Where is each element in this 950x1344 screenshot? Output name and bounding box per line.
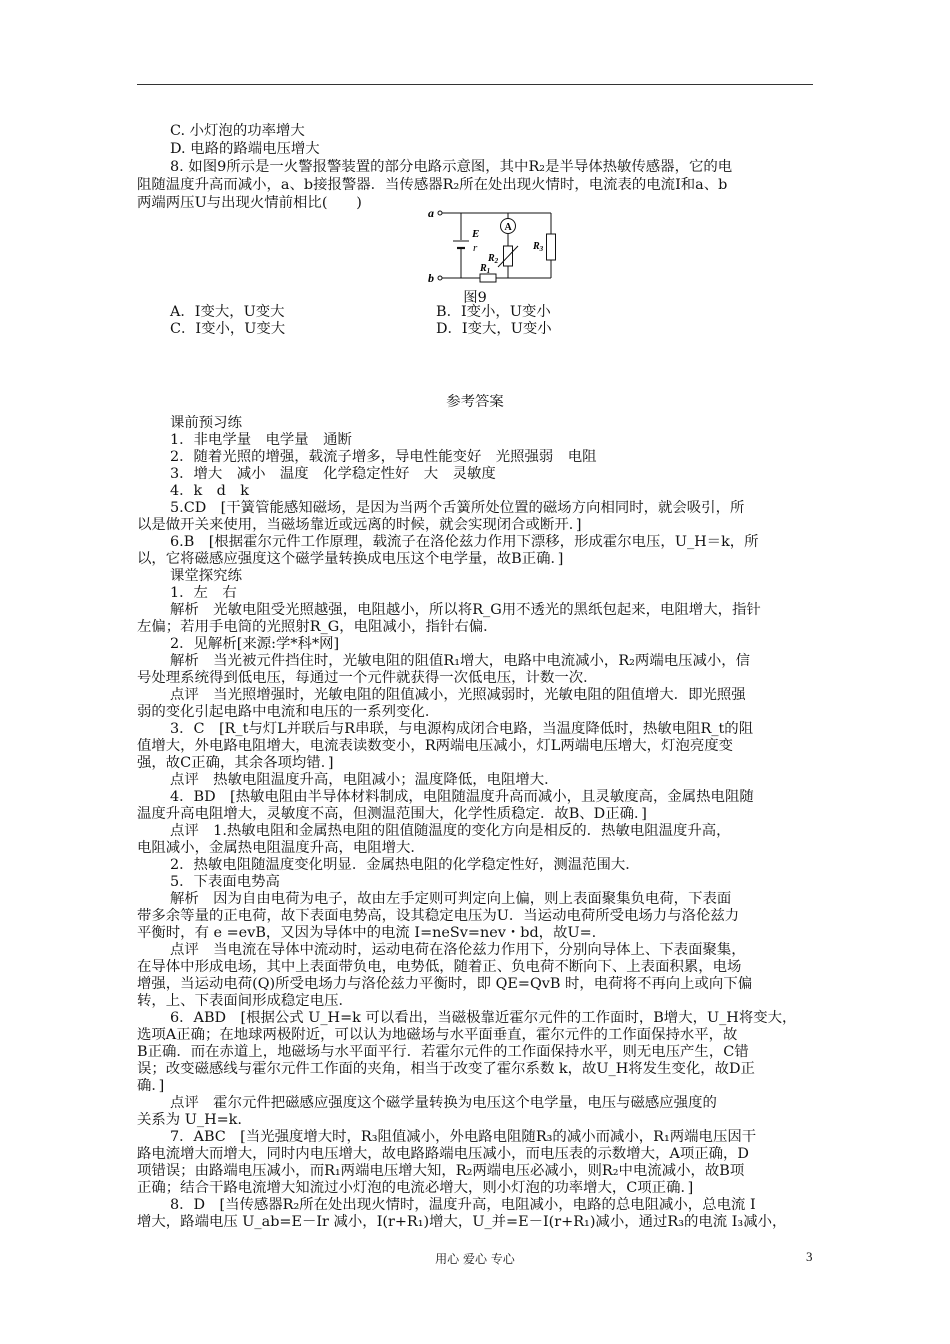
text-line: 在导体中形成电场，其中上表面带负电，电势低，随着正、负电荷不断向下、上表面积累，电场 [137,959,742,975]
text-line: 增强，当运动电荷(Q)所受电场力与洛伦兹力平衡时，即 QE=QvB 时，电荷将不再向上或向下偏 [137,976,753,992]
text-line: 平衡时，有 e =evB，又因为导体中的电流 I=neSv=nev・bd，故U=. [137,925,597,941]
answers-heading: 参考答案 [446,394,504,410]
text-line: 5.CD [干簧管能感知磁场，是因为当两个舌簧所处位置的磁场方向相同时，就会吸引，所 [170,500,745,516]
label-r: r [473,242,478,254]
text-line: 4．BD [热敏电阻由半导体材料制成，电阻随温度升高而减小，且灵敏度高，金属热电阻随 [170,789,754,805]
text-line: 3．增大 减小 温度 化学稳定性好 大 灵敏度 [170,466,496,482]
text-line: 2．随着光照的增强，载流子增多，导电性能变好 光照强弱 电阻 [170,449,597,465]
text-line: 电阻减小，金属热电阻温度升高，电阻增大． [137,840,425,856]
text-line: 阻随温度升高而减小，a、b接报警器．当传感器R₂所在处出现火情时，电流表的电流Ⅰ和a、b [137,177,728,193]
text-line: 点评 当光照增强时，光敏电阻的阻值减小，光照减弱时，光敏电阻的阻值增大．即光照强 [170,687,746,703]
header-rule [137,84,813,85]
label-r1: $R_1$ [480,263,491,275]
page-footer: 用心 爱心 专心 [435,1252,515,1266]
text-line: 路电流增大而增大，同时内电压增大，故电路路端电压减小，而电压表的示数增大，A项正确，D [137,1146,749,1162]
text-line: A．Ⅰ变大，U变大 [170,304,285,320]
text-line: 关系为 U_H=k. [137,1112,242,1128]
text-line: 课前预习练 [170,415,242,431]
text-line: 确．] [137,1078,165,1094]
text-line: 解析 当光被元件挡住时，光敏电阻的阻值R₁增大，电路中电流减小，R₂两端电压减小，信 [170,653,751,669]
resistor-r1 [480,274,496,282]
text-line: 弱的变化引起电路中电流和电压的一系列变化． [137,704,440,720]
text-line: 1．左 右 [170,585,237,601]
text-line: 转，上、下表面间形成稳定电压． [137,993,353,1009]
text-line: B正确．而在赤道上，地磁场与水平面平行．若霍尔元件的工作面保持水平，则无电压产生，C错 [137,1044,749,1060]
text-line: 6．ABD [根据公式 U_H=k 可以看出，当磁极靠近霍尔元件的工作面时，B增大，U_H将变大， [170,1010,797,1026]
text-line: 强，故C正确，其余各项均错．] [137,755,334,771]
text-line: 2．热敏电阻随温度变化明显．金属热电阻的化学稳定性好，测温范围大． [170,857,640,873]
label-ammeter: A [504,222,512,233]
text-line: 8. 如图9所示是一火警报警装置的部分电路示意图，其中R₂是半导体热敏传感器，它的电 [170,159,733,175]
text-line: 解析 因为自由电荷为电子，故由左手定则可判定向上偏，则上表面聚集负电荷，下表面 [170,891,732,907]
text-line: 增大，路端电压 U_ab=E－Ir 减小，I(r+R₁)增大，U_并=E－I(r+R₁)减小，通过R₃的电流 I₃减小， [137,1214,787,1230]
text-line: 选项A正确；在地球两极附近，可以认为地磁场与水平面垂直，霍尔元件的工作面保持水平，故 [137,1027,738,1043]
text-line: 以，它将磁感应强度这个磁学量转换成电压这个电学量，故B正确．] [137,551,564,567]
terminal-b [438,276,442,280]
thermistor-r2 [498,246,518,267]
terminal-a [438,211,442,215]
resistor-r3 [547,234,556,260]
text-line: 8．D [当传感器R₂所在处出现火情时，温度升高，电阻减小，电路的总电阻减小，总电流 I [170,1197,756,1213]
text-line: 项错误；由路端电压减小，而R₁两端电压增大知，R₂两端电压必减小，则R₂中电流减小，故B项 [137,1163,745,1179]
text-line: 2．见解析[来源:学*科*网] [170,636,340,652]
text-line: 4．k d k [170,483,249,499]
text-line: 点评 当电流在导体中流动时，运动电荷在洛伦兹力作用下，分别向导体上、下表面聚集， [170,942,746,958]
label-r3: $R_3$ [533,241,544,253]
text-line: C. 小灯泡的功率增大 [170,123,305,139]
text-line: 左偏；若用手电筒的光照射R_G，电阻减小，指针右偏． [137,619,498,635]
text-line: 点评 热敏电阻温度升高，电阻减小；温度降低，电阻增大． [170,772,559,788]
text-line: D. 电路的路端电压增大 [170,141,320,157]
text-line: 课堂探究练 [170,568,242,584]
text-line: C．Ⅰ变小，U变大 [170,321,286,337]
page-number: 3 [806,1249,813,1264]
text-line: 温度升高电阻增大，灵敏度不高，但测温范围大，化学性质稳定．故B、D正确．] [137,806,647,822]
text-line: 以是做开关来使用，当磁场靠近或远离的时候，就会实现闭合或断开．] [137,517,582,533]
label-e: E [472,228,480,240]
label-b: b [428,271,434,284]
text-line: 1．非电学量 电学量 通断 [170,432,352,448]
text-line: 点评 1.热敏电阻和金属热电阻的阻值随温度的变化方向是相反的．热敏电阻温度升高， [170,823,731,839]
text-line: 误；改变磁感线与霍尔元件工作面的夹角，相当于改变了霍尔系数 k，故U_H将发生变化，故D正 [137,1061,755,1077]
text-line: 3．C [R_t与灯L并联后与R串联，与电源构成闭合电路，当温度降低时，热敏电阻R_t的阻 [170,721,754,737]
text-line: 7．ABC [当光强度增大时，R₃阻值减小，外电路电阻随R₃的减小而减小，R₁两端电压因干 [170,1129,757,1145]
text-line: 正确；结合干路电流增大知流过小灯泡的电流必增大，则小灯泡的功率增大，C项正确．] [137,1180,694,1196]
figure-caption: 图9 [463,290,487,306]
text-line: 值增大，外电路电阻增大，电流表读数变小，R两端电压减小，灯L两端电压增大，灯泡亮度变 [137,738,734,754]
text-line: 5．下表面电势高 [170,874,280,890]
text-line: B．Ⅰ变小，U变小 [436,304,551,320]
text-line: 两端两压U与出现火情前相比( ) [137,195,362,211]
battery-symbol [453,241,469,248]
text-line: 6.B [根据霍尔元件工作原理，载流子在洛伦兹力作用下漂移，形成霍尔电压，U_H＝k，所 [170,534,759,550]
text-line: 点评 霍尔元件把磁感应强度这个磁学量转换为电压这个电学量，电压与磁感应强度的 [170,1095,717,1111]
text-line: 号处理系统得到低电压，每通过一个元件就获得一次低电压，计数一次． [137,670,598,686]
label-r2: $R_2$ [488,253,499,265]
text-line: D．Ⅰ变大，U变小 [436,321,552,337]
label-a: a [428,206,434,220]
text-line: 带多余等量的正电荷，故下表面电势高，设其稳定电压为U．当运动电荷所受电场力与洛伦兹力 [137,908,740,924]
circuit-diagram [428,204,558,284]
text-line: 解析 光敏电阻受光照越强，电阻越小，所以将R_G用不透光的黑纸包起来，电阻增大，指针 [170,602,761,618]
